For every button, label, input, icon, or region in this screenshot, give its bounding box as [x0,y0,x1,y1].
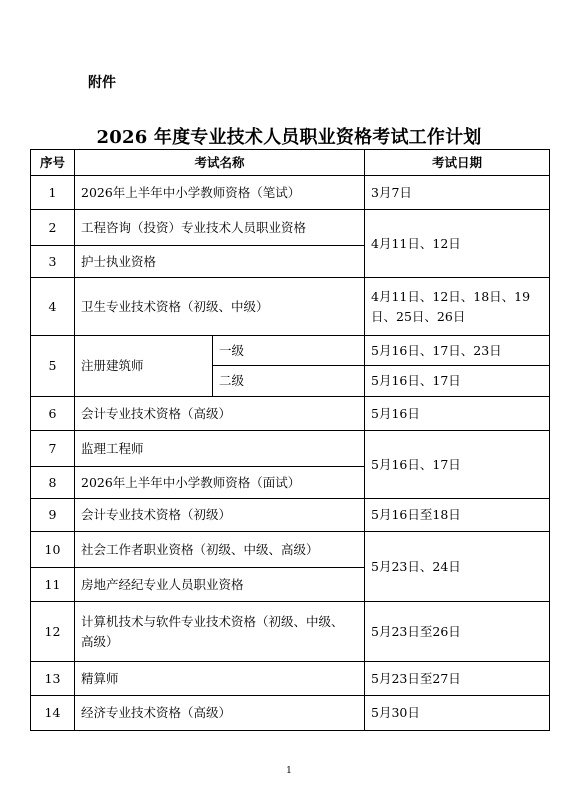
row-sub-level: 二级 [213,366,365,397]
row-date: 5月16日、17日 [365,366,550,397]
row-date: 5月16日、17日、23日 [365,336,550,366]
row-no: 14 [31,696,75,731]
row-no: 11 [31,568,75,602]
table-row [31,532,550,568]
row-no: 3 [31,246,75,278]
row-no: 7 [31,431,75,467]
header-name: 考试名称 [75,150,365,176]
header-date: 考试日期 [365,150,550,176]
row-no: 9 [31,499,75,532]
row-date: 5月30日 [365,696,550,731]
row-name: 工程咨询（投资）专业技术人员职业资格 [75,210,365,246]
row-no: 4 [31,278,75,336]
table-row [31,336,550,366]
table-header-row [31,150,550,176]
row-no: 10 [31,532,75,568]
table-row [31,278,550,336]
row-no: 1 [31,176,75,210]
page-number: 1 [286,766,292,776]
row-name: 护士执业资格 [75,246,365,278]
row-name-text: 计算机技术与软件专业技术资格（初级、中级、高级） [81,614,344,649]
table-row [31,210,550,246]
exam-plan-table [30,149,550,731]
row-name: 注册建筑师 [75,336,213,397]
row-name: 精算师 [75,662,365,696]
row-no: 6 [31,397,75,431]
row-date: 5月23日至26日 [365,602,550,662]
row-name: 会计专业技术资格（初级） [75,499,365,532]
row-name: 卫生专业技术资格（初级、中级） [75,278,365,336]
row-date: 5月16日、17日 [365,431,550,499]
row-no: 13 [31,662,75,696]
page-title: 2026 年度专业技术人员职业资格考试工作计划 [96,127,482,148]
row-no: 5 [31,336,75,397]
row-sub-level: 一级 [213,336,365,366]
table-row [31,696,550,731]
row-name: 经济专业技术资格（高级） [75,696,365,731]
row-date: 4月11日、12日、18日、19日、25日、26日 [365,278,550,336]
row-no: 12 [31,602,75,662]
row-no: 2 [31,210,75,246]
table-row [31,176,550,210]
row-date: 4月11日、12日 [365,210,550,278]
row-name: 2026年上半年中小学教师资格（笔试） [75,176,365,210]
row-name: 会计专业技术资格（高级） [75,397,365,431]
header-no: 序号 [31,150,75,176]
row-name: 房地产经纪专业人员职业资格 [75,568,365,602]
row-name: 2026年上半年中小学教师资格（面试） [75,467,365,499]
row-name [75,602,365,662]
row-date: 3月7日 [365,176,550,210]
row-name: 监理工程师 [75,431,365,467]
table-row [31,397,550,431]
row-date: 5月16日至18日 [365,499,550,532]
table-row [31,662,550,696]
table-row [31,602,550,662]
row-name: 社会工作者职业资格（初级、中级、高级） [75,532,365,568]
attachment-label: 附件 [88,75,116,91]
row-date: 5月16日 [365,397,550,431]
table-row [31,499,550,532]
table-row [31,431,550,467]
row-no: 8 [31,467,75,499]
row-date: 5月23日至27日 [365,662,550,696]
row-date: 5月23日、24日 [365,532,550,602]
